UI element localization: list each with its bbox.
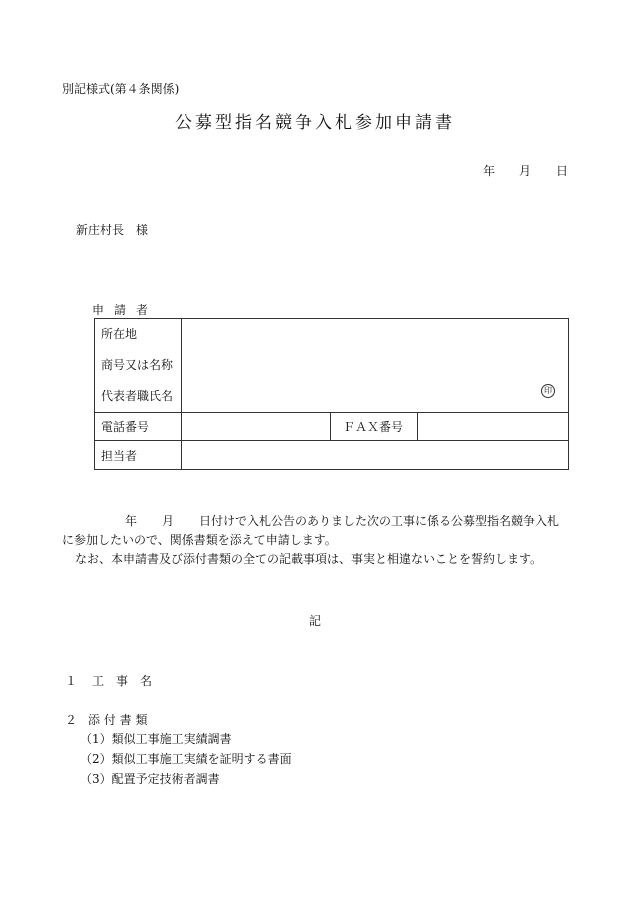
- address-label: 所在地: [101, 327, 138, 341]
- body-line3: なお、本申請書及び添付書類の全ての記載事項は、事実と相違ないことを誓約します。: [75, 552, 543, 566]
- addressee: 新庄村長 様: [76, 223, 149, 237]
- date-year-label: 年: [483, 164, 496, 178]
- ki-heading: 記: [308, 614, 321, 628]
- item2-number: ２: [65, 713, 78, 727]
- body-line1: 日付けで入札公告のありました次の工事に係る公募型指名競争入札: [199, 514, 560, 528]
- applicant-table: [94, 318, 569, 470]
- seal-mark: 印: [541, 384, 555, 398]
- phone-label: 電話番号: [95, 413, 182, 441]
- contact-label: 担当者: [95, 441, 182, 470]
- phone-field[interactable]: [182, 413, 331, 441]
- applicant-info-field[interactable]: [182, 319, 569, 413]
- body-line2: に参加したいので、関係書類を添えて申請します。: [62, 533, 337, 547]
- item1-label: 工 事 名: [92, 674, 153, 688]
- fax-label: ＦＡＸ番号: [331, 413, 418, 441]
- page-title: 公募型指名競争入札参加申請書: [175, 113, 455, 133]
- fax-field[interactable]: [418, 413, 569, 441]
- body-year-label: 年: [125, 514, 138, 528]
- form-note: 別記様式(第４条関係): [62, 82, 180, 96]
- date-month-label: 月: [519, 164, 532, 178]
- company-name-label: 商号又は名称: [101, 358, 174, 372]
- applicant-labels-cell: [95, 319, 182, 413]
- item2-label: 添 付 書 類: [88, 713, 148, 727]
- attachment-item: （3）配置予定技術者調書: [80, 772, 220, 786]
- item1-number: １: [65, 674, 78, 688]
- date-day-label: 日: [556, 164, 569, 178]
- applicant-label: 申請者: [92, 303, 159, 317]
- representative-label: 代表者職氏名: [101, 389, 174, 403]
- body-month-label: 月: [162, 514, 175, 528]
- attachment-item: （2）類似工事施工実績を証明する書面: [80, 752, 292, 766]
- attachment-item: （1）類似工事施工実績調書: [80, 732, 232, 746]
- contact-field[interactable]: [182, 441, 569, 470]
